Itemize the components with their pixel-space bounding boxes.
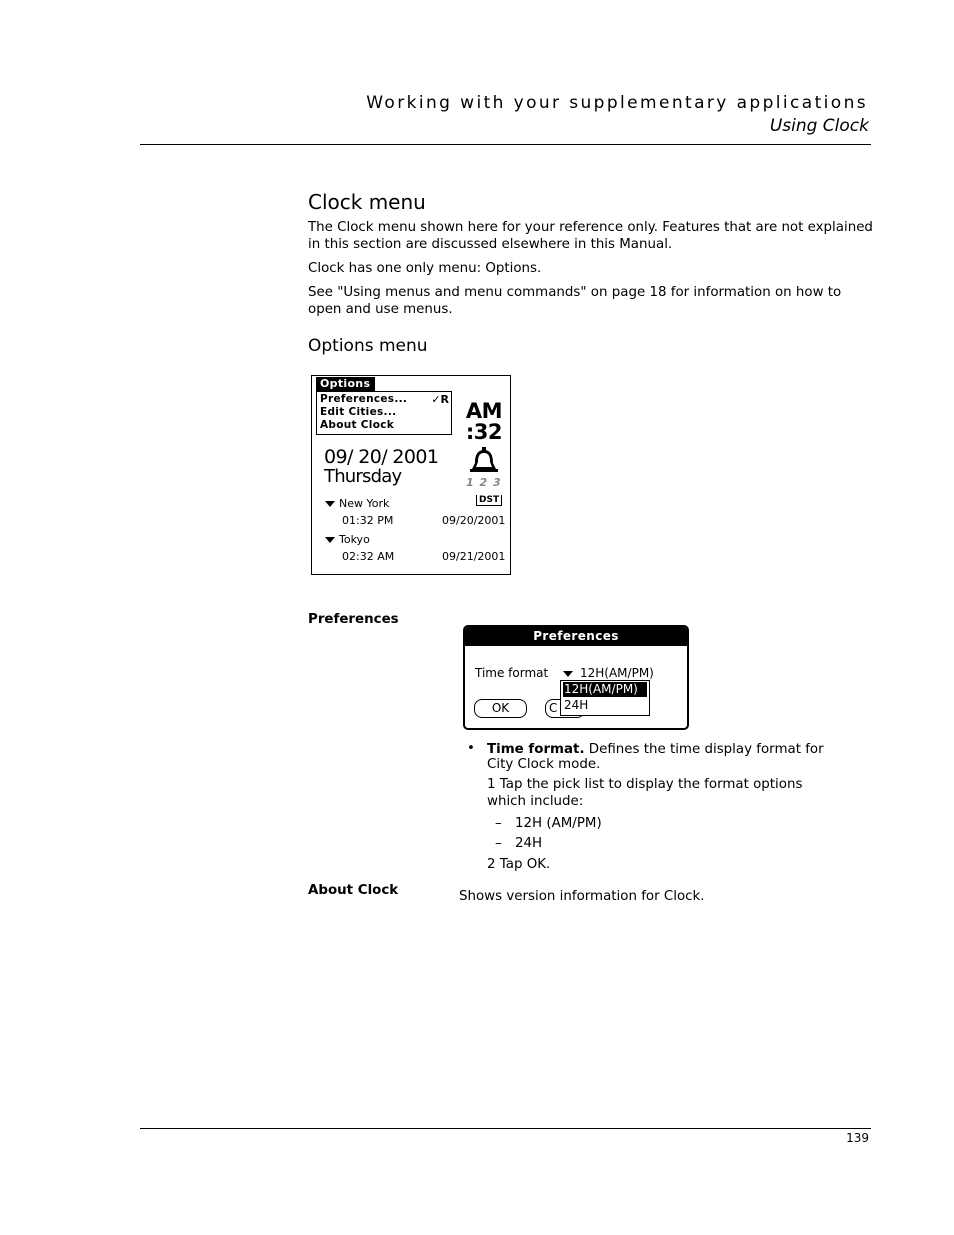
minutes-readout: :32 [465,420,502,444]
city-date: 09/20/2001 [442,514,506,527]
clock-date: 09/ 20/ 2001 [324,446,439,468]
footer-rule [140,1128,871,1129]
options-menu-popup [316,391,452,435]
time-format-select[interactable]: 12H(AM/PM) [580,666,654,680]
format-option-12h: 12H (AM/PM) [515,816,602,831]
menu-item-preferences[interactable]: Preferences... [320,393,408,405]
chapter-title: Working with your supplementary applications [366,93,868,113]
menu-item-edit-cities[interactable]: Edit Cities... [320,406,397,418]
time-format-description [487,742,832,772]
format-option-24h: 24H [515,836,543,851]
city-time: 01:32 PM [342,514,394,527]
header-rule [140,144,871,145]
option-12h[interactable]: 12H(AM/PM) [563,682,647,697]
time-format-options-list [560,680,650,716]
step-2: 2 Tap OK. [487,857,551,872]
time-format-term: Time format. [487,742,585,757]
time-format-label: Time format [475,666,549,680]
time-format-definition: Defines the time display format for City Clock mode. [487,742,824,772]
dash-bullet: – [495,816,502,831]
city-dropdown-icon[interactable] [325,537,335,543]
clock-options-screenshot [311,375,511,575]
dialog-title: Preferences [465,627,687,646]
menu-options-tab[interactable]: Options [316,377,375,391]
section-title: Using Clock [769,116,869,136]
clock-day: Thursday [324,466,402,487]
dash-bullet: – [495,836,502,851]
ok-button[interactable]: OK [474,699,527,718]
menu-item-about-clock[interactable]: About Clock [320,419,395,431]
city-name[interactable]: New York [339,497,390,510]
clock-menu-intro: The Clock menu shown here for your reference only. Features that are not explained in this section are discussed elsewhere in this Manual. [308,220,873,252]
clock-menu-see-also: See "Using menus and menu commands" on page 18 for information on how to open and use menus. [308,285,842,317]
page-number: 139 [846,1131,869,1145]
dst-badge: DST [476,495,502,506]
chevron-down-icon[interactable] [563,671,573,677]
options-menu-heading: Options menu [308,336,428,356]
alarm-digits: 1 2 3 [466,476,502,489]
city-dropdown-icon[interactable] [325,501,335,507]
city-time: 02:32 AM [342,550,395,563]
preferences-shortcut: ✓R [431,393,449,406]
ampm-indicator: AM [465,399,502,423]
bullet-dot: • [467,741,475,756]
clock-menu-only-menu: Clock has one only menu: Options. [308,261,542,276]
city-date: 09/21/2001 [442,550,506,563]
preferences-label: Preferences [308,612,399,627]
preferences-dialog-screenshot [463,625,689,730]
about-clock-description: Shows version information for Clock. [459,889,705,904]
city-name[interactable]: Tokyo [339,533,370,546]
clock-menu-heading: Clock menu [308,190,426,214]
cancel-button[interactable]: C [545,699,585,718]
step-1: 1 Tap the pick list to display the format options which include: [487,777,803,809]
about-clock-label: About Clock [308,883,399,898]
option-24h[interactable]: 24H [564,698,589,712]
alarm-bell-icon[interactable] [467,447,501,477]
